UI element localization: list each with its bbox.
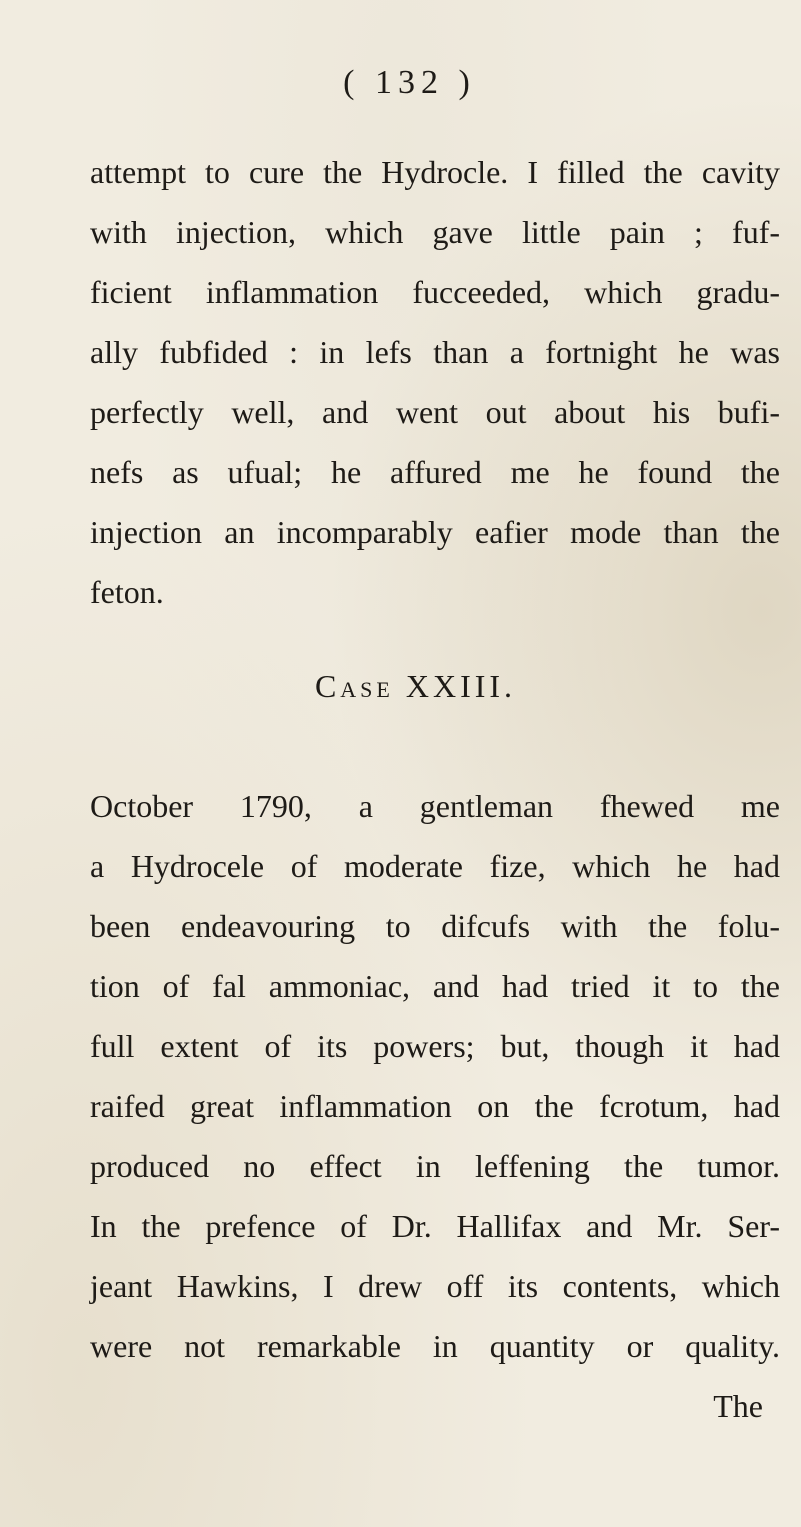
text-line: with injection, which gave little pain ; fuf- [90,214,780,250]
text-line: ally fubfided : in lefs than a fortnight he was [90,334,780,370]
text-line: October 1790, a gentleman fhewed me [90,788,780,824]
text-line: ficient inflammation fucceeded, which gradu- [90,274,780,310]
text-line: attempt to cure the Hydrocle. I filled the cavity [90,154,780,190]
text-line: In the prefence of Dr. Hallifax and Mr. Ser- [90,1208,780,1244]
text-line: injection an incomparably eafier mode than the [90,514,780,550]
catchword: The [713,1388,763,1424]
text-line: tion of fal ammoniac, and had tried it to the [90,968,780,1004]
text-line: full extent of its powers; but, though it had [90,1028,780,1064]
text-line: raifed great inflammation on the fcrotum, had [90,1088,780,1124]
text-line: perfectly well, and went out about his bufi- [90,394,780,430]
text-line: a Hydrocele of moderate fize, which he had [90,848,780,884]
text-line: jeant Hawkins, I drew off its contents, which [90,1268,780,1304]
text-line: feton. [90,574,164,610]
text-line: nefs as ufual; he affured me he found the [90,454,780,490]
text-line: were not remarkable in quantity or quality. [90,1328,780,1364]
text-line: been endeavouring to difcufs with the folu- [90,908,780,944]
case-heading: Case XXIII. [314,668,517,704]
text-line: produced no effect in leffening the tumor. [90,1148,780,1184]
page-number: ( 132 ) [343,64,476,101]
